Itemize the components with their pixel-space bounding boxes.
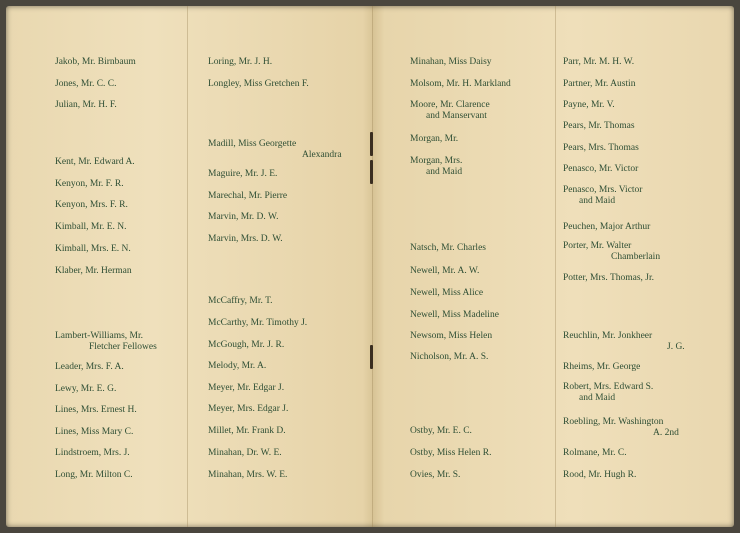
passenger-entry	[55, 79, 117, 90]
passenger-entry	[208, 191, 287, 202]
passenger-name: Kimball, Mr. E. N.	[55, 222, 127, 232]
passenger-name: Jones, Mr. C. C.	[55, 79, 117, 89]
passenger-entry	[55, 470, 133, 481]
passenger-entry	[208, 448, 282, 459]
passenger-name: Roebling, Mr. Washington	[563, 417, 664, 427]
passenger-name: Robert, Mrs. Edward S.	[563, 382, 654, 392]
passenger-name: Lines, Miss Mary C.	[55, 427, 134, 437]
passenger-name: Longley, Miss Gretchen F.	[208, 79, 309, 89]
passenger-entry	[55, 100, 117, 111]
passenger-name: Kenyon, Mr. F. R.	[55, 179, 124, 189]
passenger-name: Rood, Mr. Hugh R.	[563, 470, 637, 480]
passenger-name: Julian, Mr. H. F.	[55, 100, 117, 110]
passenger-entry	[208, 296, 273, 307]
passenger-entry	[563, 362, 640, 373]
passenger-name: Penasco, Mr. Victor	[563, 164, 639, 174]
passenger-name: Parr, Mr. M. H. W.	[563, 57, 635, 67]
passenger-entry	[55, 57, 136, 68]
passenger-entry	[208, 383, 284, 394]
passenger-name: Loring, Mr. J. H.	[208, 57, 273, 67]
passenger-entry	[563, 185, 642, 207]
passenger-name: Newell, Miss Madeline	[410, 310, 499, 320]
page-fold	[555, 6, 556, 527]
passenger-entry	[410, 134, 458, 145]
passenger-entry	[55, 427, 133, 438]
passenger-entry	[563, 448, 627, 459]
passenger-name: Moore, Mr. Clarence	[410, 100, 490, 110]
passenger-entry	[55, 331, 157, 353]
passenger-name: Morgan, Mr.	[410, 134, 459, 144]
passenger-name: McGough, Mr. J. R.	[208, 340, 285, 350]
passenger-name: Penasco, Mrs. Victor	[563, 185, 643, 195]
passenger-name: Peuchen, Major Arthur	[563, 222, 651, 232]
passenger-name: Klaber, Mr. Herman	[55, 266, 132, 276]
passenger-entry	[410, 243, 486, 254]
passenger-entry	[410, 352, 488, 363]
passenger-entry	[208, 79, 309, 90]
passenger-entry	[55, 448, 130, 459]
passenger-name: Kimball, Mrs. E. N.	[55, 244, 131, 254]
passenger-entry	[208, 234, 283, 245]
passenger-name-continuation: Fletcher Fellowes	[89, 342, 157, 352]
passenger-entry	[410, 57, 492, 68]
passenger-name-continuation: A. 2nd	[653, 428, 679, 438]
passenger-name: Morgan, Mrs.	[410, 156, 463, 166]
passenger-entry	[563, 331, 685, 353]
passenger-name: Natsch, Mr. Charles	[410, 243, 486, 253]
passenger-name: Meyer, Mr. Edgar J.	[208, 383, 285, 393]
passenger-entry	[563, 100, 615, 111]
passenger-name: Marechal, Mr. Pierre	[208, 191, 288, 201]
passenger-entry	[410, 426, 472, 437]
passenger-name-continuation: and Manservant	[426, 111, 487, 121]
passenger-entry	[208, 318, 307, 329]
passenger-name: Newell, Mr. A. W.	[410, 266, 480, 276]
passenger-name: Ostby, Miss Helen R.	[410, 448, 492, 458]
passenger-entry	[563, 57, 634, 68]
passenger-name: Millet, Mr. Frank D.	[208, 426, 286, 436]
passenger-name: Maguire, Mr. J. E.	[208, 169, 278, 179]
passenger-entry	[563, 273, 654, 284]
passenger-name: Marvin, Mr. D. W.	[208, 212, 279, 222]
passenger-entry	[563, 470, 636, 481]
passenger-name: Newell, Miss Alice	[410, 288, 484, 298]
passenger-name: Payne, Mr. V.	[563, 100, 615, 110]
passenger-name-continuation: Alexandra	[302, 150, 342, 160]
passenger-name: Minahan, Mrs. W. E.	[208, 470, 288, 480]
passenger-entry	[55, 405, 137, 416]
passenger-name: Long, Mr. Milton C.	[55, 470, 133, 480]
passenger-entry	[208, 426, 286, 437]
passenger-entry	[563, 164, 638, 175]
passenger-entry	[208, 57, 272, 68]
passenger-name-continuation: Chamberlain	[611, 252, 661, 262]
passenger-name: Ovies, Mr. S.	[410, 470, 461, 480]
passenger-name: Meyer, Mrs. Edgar J.	[208, 404, 289, 414]
passenger-name: Molsom, Mr. H. Markland	[410, 79, 511, 89]
passenger-entry	[410, 156, 462, 178]
passenger-name: Madill, Miss Georgette	[208, 139, 297, 149]
passenger-name-continuation: J. G.	[667, 342, 685, 352]
passenger-entry	[55, 222, 127, 233]
passenger-name: Rheims, Mr. George	[563, 362, 641, 372]
passenger-entry	[208, 212, 278, 223]
passenger-name: Lambert-Williams, Mr.	[55, 331, 144, 341]
passenger-entry	[208, 404, 288, 415]
passenger-entry	[563, 417, 679, 439]
passenger-name: Lindstroem, Mrs. J.	[55, 448, 130, 458]
passenger-name-continuation: and Maid	[579, 393, 616, 403]
passenger-name: Porter, Mr. Walter	[563, 241, 632, 251]
passenger-entry	[208, 139, 342, 161]
passenger-name: Rolmane, Mr. C.	[563, 448, 627, 458]
passenger-name: Reuchlin, Mr. Jonkheer	[563, 331, 653, 341]
passenger-name: McCarthy, Mr. Timothy J.	[208, 318, 308, 328]
passenger-name: Lines, Mrs. Ernest H.	[55, 405, 137, 415]
passenger-entry	[410, 100, 490, 122]
passenger-entry	[410, 310, 499, 321]
passenger-entry	[410, 470, 460, 481]
passenger-entry	[563, 79, 635, 90]
staple	[370, 132, 373, 156]
passenger-entry	[55, 244, 131, 255]
passenger-entry	[55, 362, 124, 373]
passenger-name: Pears, Mrs. Thomas	[563, 143, 639, 153]
staple	[370, 160, 373, 184]
passenger-entry	[55, 179, 124, 190]
passenger-name: Partner, Mr. Austin	[563, 79, 636, 89]
passenger-entry	[208, 361, 266, 372]
passenger-entry	[563, 382, 653, 404]
passenger-entry	[563, 222, 650, 233]
passenger-entry	[410, 266, 479, 277]
passenger-name: Kenyon, Mrs. F. R.	[55, 200, 128, 210]
passenger-name: Lewy, Mr. E. G.	[55, 384, 117, 394]
passenger-entry	[410, 331, 492, 342]
passenger-name: Pears, Mr. Thomas	[563, 121, 635, 131]
passenger-name: Potter, Mrs. Thomas, Jr.	[563, 273, 655, 283]
passenger-name: Nicholson, Mr. A. S.	[410, 352, 489, 362]
passenger-entry	[208, 470, 287, 481]
passenger-entry	[55, 157, 135, 168]
page-fold	[187, 6, 188, 527]
passenger-entry	[410, 448, 491, 459]
center-fold	[372, 6, 373, 527]
passenger-name: Ostby, Mr. E. C.	[410, 426, 472, 436]
passenger-entry	[55, 266, 132, 277]
passenger-name: Newsom, Miss Helen	[410, 331, 493, 341]
passenger-entry	[563, 241, 660, 263]
passenger-name: Marvin, Mrs. D. W.	[208, 234, 283, 244]
passenger-entry	[55, 384, 116, 395]
passenger-name: McCaffry, Mr. T.	[208, 296, 273, 306]
staple	[370, 345, 373, 369]
passenger-entry	[410, 288, 483, 299]
passenger-name: Minahan, Dr. W. E.	[208, 448, 282, 458]
passenger-name: Jakob, Mr. Birnbaum	[55, 57, 136, 67]
passenger-entry	[410, 79, 511, 90]
passenger-name: Minahan, Miss Daisy	[410, 57, 492, 67]
passenger-entry	[208, 340, 284, 351]
passenger-name: Kent, Mr. Edward A.	[55, 157, 135, 167]
passenger-name: Leader, Mrs. F. A.	[55, 362, 124, 372]
passenger-name-continuation: and Maid	[579, 196, 616, 206]
passenger-name: Melody, Mr. A.	[208, 361, 267, 371]
passenger-entry	[55, 200, 128, 211]
passenger-entry	[563, 143, 639, 154]
passenger-name-continuation: and Maid	[426, 167, 463, 177]
passenger-entry	[563, 121, 635, 132]
passenger-entry	[208, 169, 277, 180]
